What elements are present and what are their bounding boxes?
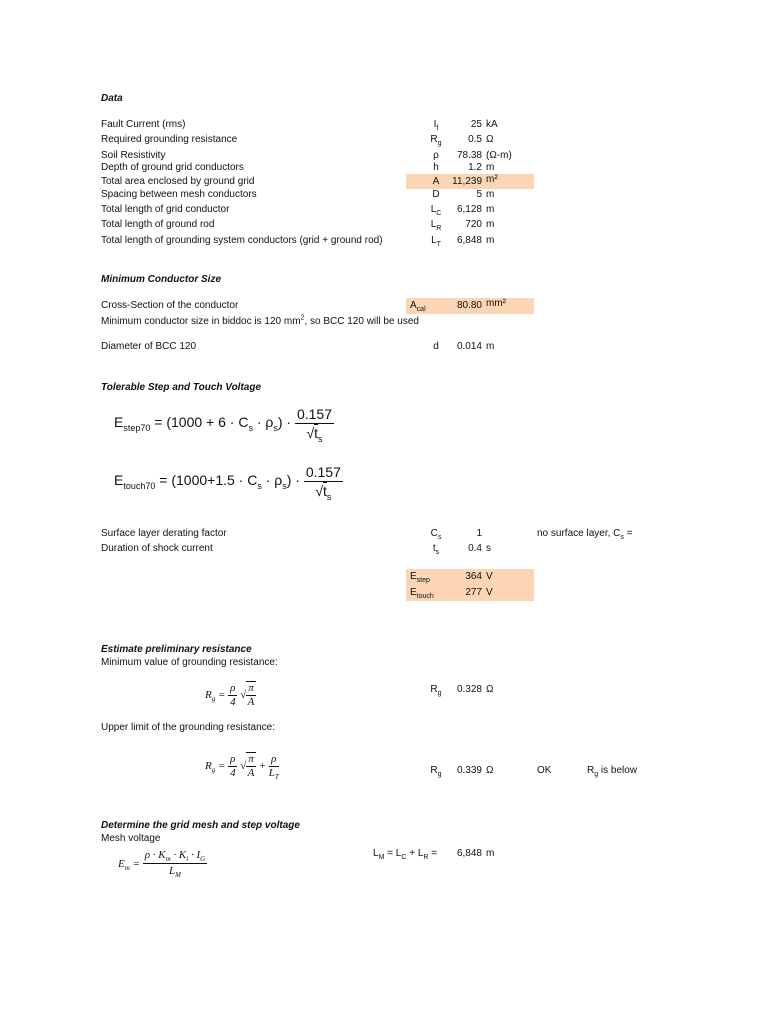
upper-resistance-value: 0.339 bbox=[456, 765, 482, 776]
duration-unit: s bbox=[486, 543, 491, 554]
data-row-value: 6,128 bbox=[456, 204, 482, 215]
data-row-value: 6,848 bbox=[456, 235, 482, 246]
min-size-note: Minimum conductor size in biddoc is 120 $mm^2$, so BCC 120 will be used bbox=[101, 314, 419, 327]
tolerable-title: Tolerable Step and Touch Voltage bbox=[101, 382, 262, 393]
data-row-symbol: D bbox=[432, 189, 440, 200]
data-row-unit: m bbox=[486, 204, 495, 215]
data-row-value: 0.5 bbox=[468, 134, 482, 145]
cross-section-unit: mm² bbox=[486, 298, 506, 309]
etouch-value: 277 bbox=[465, 587, 482, 598]
diameter-symbol: d bbox=[433, 341, 439, 352]
min-resistance-label: Minimum value of grounding resistance: bbox=[101, 657, 278, 668]
data-row-unit: kA bbox=[486, 119, 498, 130]
surface-factor-symbol: $C_s$ bbox=[430, 528, 442, 541]
etouch-unit: V bbox=[486, 587, 493, 598]
upper-resistance-symbol: $R_g$ bbox=[430, 765, 442, 778]
cross-section-symbol: $A_{cal}$ bbox=[410, 300, 426, 313]
lm-expression: $L_M = L_C + L_R$ = bbox=[373, 848, 438, 861]
ok-status: OK bbox=[537, 765, 552, 776]
preliminary-title: Estimate preliminary resistance bbox=[101, 644, 252, 655]
data-row-unit: m bbox=[486, 235, 495, 246]
min-conductor-title: Minimum Conductor Size bbox=[101, 274, 221, 285]
data-row-value: 1.2 bbox=[468, 162, 482, 173]
data-row-label: Fault Current (rms) bbox=[101, 119, 186, 130]
data-row-label: Depth of ground grid conductors bbox=[101, 162, 244, 173]
cross-section-value: 80.80 bbox=[456, 300, 482, 311]
touch-voltage-formula: $E_{touch70} = (1000+1.5 \cdot C_s \cdot \rho_s)$ · $\frac{0.157}{√t_s}$ bbox=[114, 463, 341, 502]
mesh-voltage-formula: $E_m$ = $\frac{\rho \cdot K_m \cdot K_i \cdot I_G}{L_M}$ bbox=[118, 849, 206, 880]
mesh-subtitle: Mesh voltage bbox=[101, 833, 161, 844]
diameter-value: 0.014 bbox=[456, 341, 482, 352]
duration-value: 0.4 bbox=[468, 543, 482, 554]
data-row-symbol: $I_f$ bbox=[433, 119, 439, 132]
data-row-value: 11,239 bbox=[452, 176, 482, 187]
etouch-symbol: $E_{touch}$ bbox=[410, 587, 434, 600]
estep-value: 364 bbox=[465, 571, 482, 582]
duration-label: Duration of shock current bbox=[101, 543, 213, 554]
data-row-symbol: $L_T$ bbox=[431, 235, 441, 248]
data-row-value: 5 bbox=[476, 189, 482, 200]
data-row-value: 25 bbox=[470, 119, 482, 130]
diameter-label: Diameter of BCC 120 bbox=[101, 341, 197, 352]
data-row-unit: m bbox=[486, 189, 495, 200]
lm-value: 6,848 bbox=[456, 848, 482, 859]
surface-factor-value: 1 bbox=[476, 528, 482, 539]
surface-factor-label: Surface layer derating factor bbox=[101, 528, 227, 539]
upper-resistance-unit: Ω bbox=[486, 765, 494, 776]
min-resistance-unit: Ω bbox=[486, 684, 494, 695]
data-row-symbol: A bbox=[432, 176, 440, 187]
data-row-unit: (Ω-m) bbox=[486, 150, 512, 161]
data-row-symbol: $L_C$ bbox=[430, 204, 442, 217]
data-row-unit: m bbox=[486, 162, 495, 173]
lm-unit: m bbox=[486, 848, 495, 859]
data-row-label: Spacing between mesh conductors bbox=[101, 189, 257, 200]
estep-unit: V bbox=[486, 571, 493, 582]
data-row-symbol: ρ bbox=[433, 150, 439, 161]
data-row-label: Total length of ground rod bbox=[101, 219, 215, 230]
data-row-symbol: h bbox=[433, 162, 439, 173]
data-row-unit: m² bbox=[486, 174, 498, 185]
cross-section-label: Cross-Section of the conductor bbox=[101, 300, 239, 311]
min-resistance-symbol: $R_g$ bbox=[430, 684, 442, 697]
data-row-label: Total length of grounding system conductors (grid + ground rod) bbox=[101, 235, 383, 246]
data-section-title: Data bbox=[101, 93, 123, 104]
data-row-unit: Ω bbox=[486, 134, 494, 145]
data-row-label: Soil Resistivity bbox=[101, 150, 166, 161]
min-resistance-formula: $R_g$ = $\frac{\rho}{4}$ √ $\frac{\pi}{A}$ bbox=[205, 681, 255, 708]
data-row-symbol: $R_g$ bbox=[430, 134, 442, 147]
data-row-label: Required grounding resistance bbox=[101, 134, 238, 145]
below-note: $R_g$ is below bbox=[587, 765, 638, 778]
surface-factor-note: no surface layer, $C_s$ = bbox=[537, 528, 633, 541]
data-row-label: Total area enclosed by ground grid bbox=[101, 176, 255, 187]
duration-symbol: $t_s$ bbox=[432, 543, 440, 556]
estep-symbol: $E_{step}$ bbox=[410, 571, 430, 584]
data-row-value: 78.38 bbox=[456, 150, 482, 161]
diameter-unit: m bbox=[486, 341, 495, 352]
min-resistance-value: 0.328 bbox=[456, 684, 482, 695]
upper-resistance-formula: $R_g$ = $\frac{\rho}{4}$ √ $\frac{\pi}{A}$ + $\frac{\rho}{L_T}$ bbox=[205, 752, 279, 781]
data-row-symbol: $L_R$ bbox=[430, 219, 442, 232]
data-row-unit: m bbox=[486, 219, 495, 230]
upper-resistance-label: Upper limit of the grounding resistance: bbox=[101, 722, 275, 733]
step-voltage-formula: $E_{step70} = (1000 + 6 \cdot C_s \cdot \rho_s)$ · $\frac{0.157}{√t_s}$ bbox=[114, 405, 332, 444]
mesh-title: Determine the grid mesh and step voltage bbox=[101, 820, 300, 831]
data-row-label: Total length of grid conductor bbox=[101, 204, 230, 215]
data-row-value: 720 bbox=[465, 219, 482, 230]
